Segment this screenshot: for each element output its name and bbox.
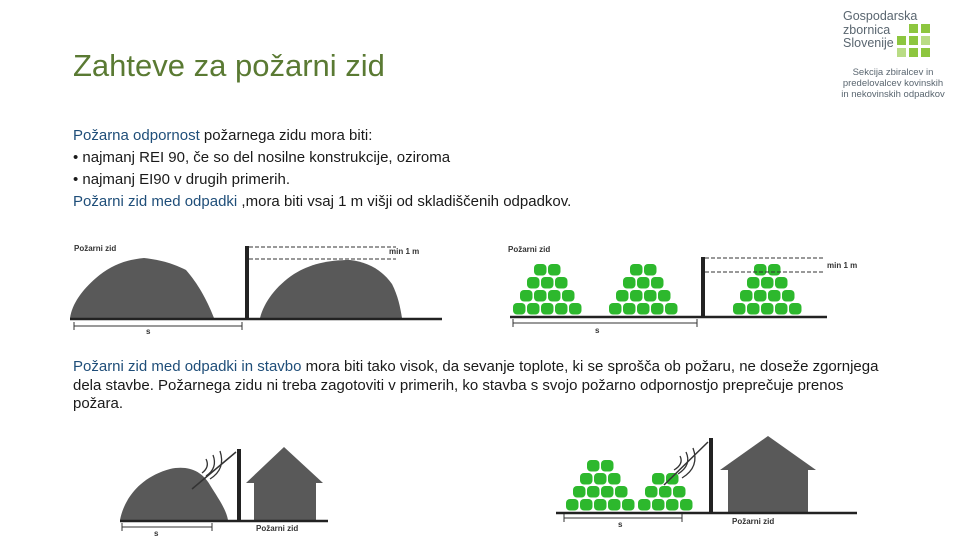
bale <box>608 473 621 485</box>
bullet-item: • najmanj REI 90, če so del nosilne konstrukcije, oziroma <box>73 149 451 166</box>
heat-radiation-icon <box>192 451 236 489</box>
bale <box>616 290 629 302</box>
bale <box>622 499 635 511</box>
bale <box>555 303 568 315</box>
bale <box>782 290 795 302</box>
requirements-text <box>73 125 893 213</box>
bale <box>566 499 579 511</box>
bale <box>623 303 636 315</box>
bale <box>659 486 672 498</box>
bale <box>747 277 760 289</box>
logo-org-name: Gospodarska zbornica Slovenije <box>843 9 918 50</box>
bale <box>527 277 540 289</box>
bale <box>573 486 586 498</box>
bale <box>775 303 788 315</box>
bale <box>608 499 621 511</box>
height-label: min 1 m <box>389 247 420 256</box>
logo-grid-icon <box>897 24 931 60</box>
bale <box>680 499 693 511</box>
bale <box>645 486 658 498</box>
bale <box>637 277 650 289</box>
bale <box>666 473 679 485</box>
distance-label: s <box>595 326 600 335</box>
bale <box>541 303 554 315</box>
bale <box>754 290 767 302</box>
logo-section-name: Sekcija zbiralcev in predelovalcev kovinskih in nekovinskih odpadkov <box>841 67 945 100</box>
distance-label: s <box>618 520 623 529</box>
bale <box>665 303 678 315</box>
waste-pile <box>260 260 402 318</box>
bale <box>520 290 533 302</box>
waste-pile <box>120 468 228 520</box>
building-wall-text: Požarni zid med odpadki in stavbo mora biti tako visok, da sevanje toplote, ki se sprošča ob požaru, ne doseže zgornjega dela stavbe. Požarnega zidu ni treba zagotoviti v primerih, ko stavba s svojo požarno odpornostjo preprečuje prenos požara. <box>73 358 879 412</box>
bale <box>555 277 568 289</box>
bale-stack <box>513 264 582 315</box>
bale <box>651 303 664 315</box>
bale <box>651 277 664 289</box>
bale <box>580 473 593 485</box>
bale <box>644 264 657 276</box>
bale <box>630 264 643 276</box>
logo <box>833 8 953 108</box>
diagram-piles-wall <box>66 238 444 338</box>
bale <box>733 303 746 315</box>
bale-stack <box>609 264 678 315</box>
bale <box>541 277 554 289</box>
distance-label: s <box>146 327 151 336</box>
bale <box>601 486 614 498</box>
distance-label: s <box>154 529 159 538</box>
bale <box>534 290 547 302</box>
bale <box>652 499 665 511</box>
wall-label: Požarni zid <box>74 244 117 253</box>
bale <box>789 303 802 315</box>
bale <box>594 499 607 511</box>
bale <box>768 264 781 276</box>
wall-waste-building-term: Požarni zid med odpadki in stavbo <box>73 358 302 375</box>
bale <box>673 486 686 498</box>
requirement-line: Požarna odpornost požarnega zidu mora biti: <box>73 127 373 144</box>
bullet-item: • najmanj EI90 v drugih primerih. <box>73 171 291 188</box>
page-title: Zahteve za požarni zid <box>73 48 385 83</box>
bale <box>587 486 600 498</box>
bale <box>630 290 643 302</box>
diagram-pile-building <box>118 443 333 540</box>
bale <box>768 290 781 302</box>
bale <box>548 264 561 276</box>
bale <box>587 460 600 472</box>
fire-wall <box>709 438 713 512</box>
bale <box>747 303 760 315</box>
bale-stack <box>638 473 693 511</box>
fire-wall <box>245 246 249 319</box>
building-icon <box>246 447 323 520</box>
wall-between-waste-term: Požarni zid med odpadki <box>73 193 238 210</box>
bale <box>761 303 774 315</box>
fire-wall <box>237 449 241 520</box>
bale <box>623 277 636 289</box>
waste-pile <box>70 258 214 318</box>
height-label: min 1 m <box>827 261 858 270</box>
bale <box>594 473 607 485</box>
bale-stack <box>566 460 635 511</box>
diagram-bales-building <box>554 430 864 538</box>
wall-label: Požarni zid <box>256 524 299 533</box>
bale <box>658 290 671 302</box>
fire-resistance-term: Požarna odpornost <box>73 127 200 144</box>
building-icon <box>720 436 816 512</box>
bale <box>637 303 650 315</box>
wall-label: Požarni zid <box>508 245 551 254</box>
bale <box>615 486 628 498</box>
diagram-bales-wall <box>505 242 865 337</box>
bale <box>601 460 614 472</box>
bale <box>527 303 540 315</box>
requirement-line: Požarni zid med odpadki ,mora biti vsaj 1 m višji od skladiščenih odpadkov. <box>73 193 572 210</box>
bale <box>548 290 561 302</box>
bale <box>569 303 582 315</box>
bale <box>740 290 753 302</box>
fire-wall <box>701 257 705 317</box>
bale <box>644 290 657 302</box>
bale <box>609 303 622 315</box>
heat-radiation-icon <box>664 442 708 485</box>
bale <box>562 290 575 302</box>
bale <box>754 264 767 276</box>
bale <box>761 277 774 289</box>
bale <box>534 264 547 276</box>
wall-label: Požarni zid <box>732 517 775 526</box>
bale <box>513 303 526 315</box>
bale <box>775 277 788 289</box>
bale <box>652 473 665 485</box>
bale <box>666 499 679 511</box>
bale <box>638 499 651 511</box>
bale <box>580 499 593 511</box>
